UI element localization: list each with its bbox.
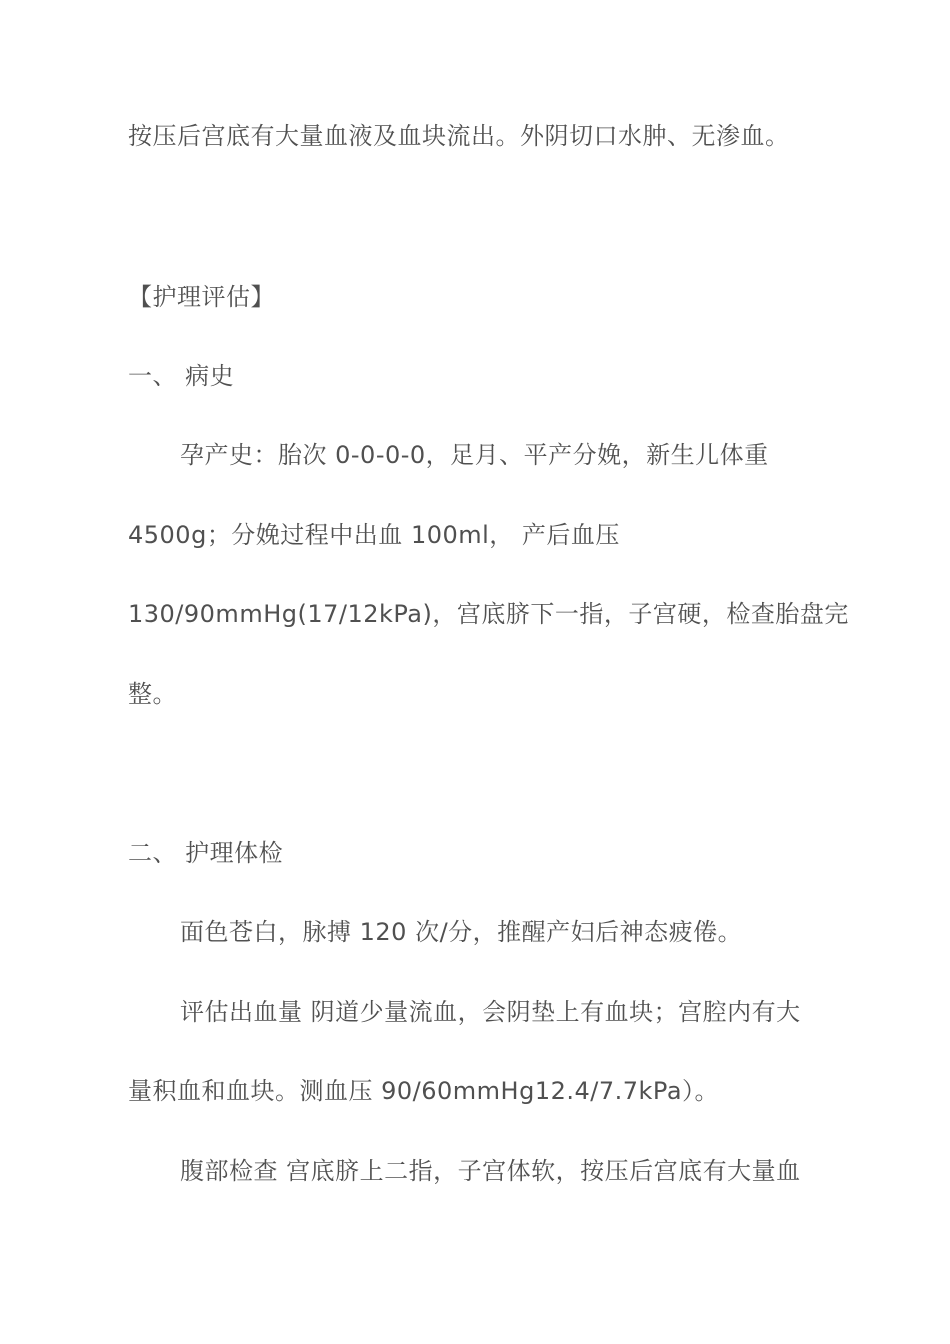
exam-complexion-pulse: 面色苍白，脉搏 120 次/分，推醒产妇后神态疲倦。 [180,918,743,946]
obstetric-history-line-3: 130/90mmHg(17/12kPa)，宫底脐下一指，子宫硬，检查胎盘完 [128,600,849,628]
abdominal-exam-line-1: 腹部检查 宫底脐上二指，子宫体软，按压后宫底有大量血 [180,1157,801,1185]
obstetric-history-line-2: 4500g；分娩过程中出血 100ml， 产后血压 [128,521,620,549]
paragraph-continuation: 按压后宫底有大量血液及血块流出。外阴切口水肿、无渗血。 [128,122,790,150]
obstetric-history-line-4: 整。 [128,680,177,708]
subheading-medical-history: 一、 病史 [128,362,235,390]
obstetric-history-line-1: 孕产史：胎次 0-0-0-0，足月、平产分娩，新生儿体重 [180,441,769,469]
subheading-physical-exam: 二、 护理体检 [128,839,284,867]
blood-loss-line-2: 量积血和血块。测血压 90/60mmHg12.4/7.7kPa）。 [128,1077,720,1105]
blood-loss-line-1: 评估出血量 阴道少量流血，会阴垫上有血块；宫腔内有大 [180,998,801,1026]
section-heading-nursing-assessment: 【护理评估】 [128,283,275,311]
